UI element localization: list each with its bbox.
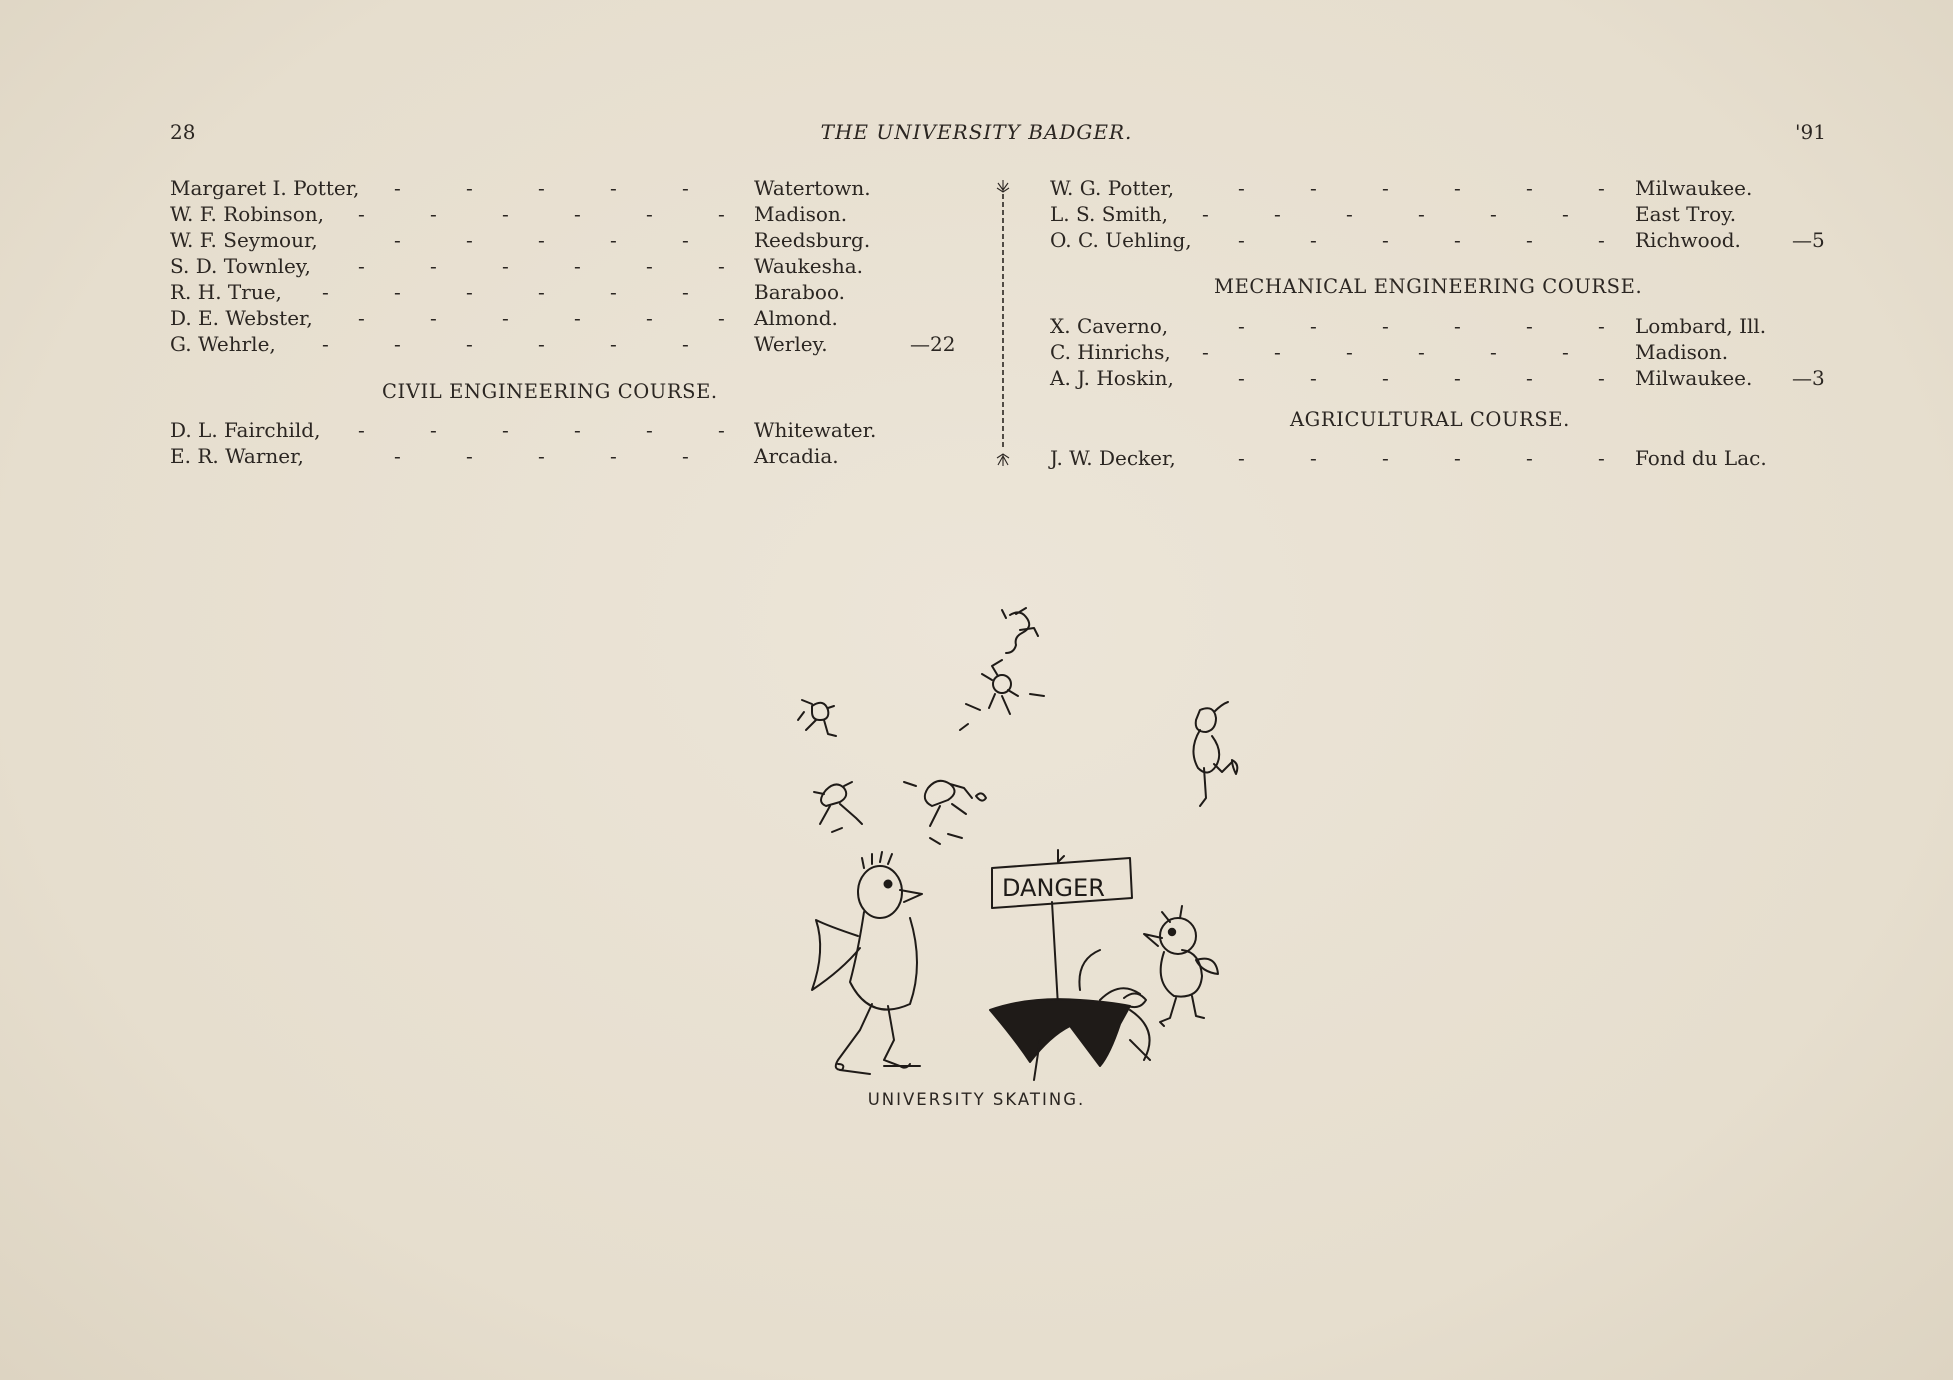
danger-sign-text: DANGER [1002,874,1105,902]
book-page: 28 THE UNIVERSITY BADGER. '91 Margaret I. Potter, - - - - - Watertown. W. F. Robinson, - - - - - - Madison. W. F. Seymour, - - - - - Reedsburg. S. D. Townley, - - - - - - Waukesha. R. H. True, - - - - - - Baraboo. D. E. Webster, - - - - - - Almond. G. Wehrle, - - - - - - Werley. —22 CIVIL ENGINEERING COURSE. D. L. Fairchild, - - - - - - Whitewater. E. R. Warner, - - - - - Arcadia. W. G. Potter, - - - - - - Milwaukee. L. S. Smith, - - - - - - East Troy. O. C. Uehling, - - - - - - Richwood. —5 MECHANICAL ENGINEERING COURSE. X. Caverno, - - - - - - Lombard, Ill. C. Hinrichs, - - - - - - Madison. A. J. Hoskin, - - - - - - Milwaukee. —3 AGRICULTURAL COURSE. J. W. Decker, - - - - - - Fond du Lac. DANGER UNIVERSITY SKATING. [0,0,1953,1380]
student-name: G. Wehrle, [170,332,276,356]
section-heading-mechanical: MECHANICAL ENGINEERING COURSE. [1214,275,1643,298]
row-total: —5 [1792,228,1825,252]
skating-birds-illustration [740,600,1260,1090]
hometown: Madison. [1635,340,1729,364]
hometown: East Troy. [1635,202,1737,226]
hometown: Watertown. [754,176,871,200]
class-year: '91 [1795,120,1826,144]
student-name: W. F. Robinson, [170,202,324,226]
student-name: L. S. Smith, [1050,202,1169,226]
hometown: Almond. [754,306,838,330]
hometown: Whitewater. [754,418,877,442]
running-title: THE UNIVERSITY BADGER. [820,120,1133,144]
hometown: Baraboo. [754,280,845,304]
student-name: W. G. Potter, [1050,176,1175,200]
row-total: —22 [910,332,956,356]
hometown: Reedsburg. [754,228,871,252]
student-name: W. F. Seymour, [170,228,318,252]
hometown: Lombard, Ill. [1635,314,1767,338]
student-name: A. J. Hoskin, [1050,366,1174,390]
student-name: E. R. Warner, [170,444,304,468]
hometown: Arcadia. [754,444,839,468]
illustration-caption: UNIVERSITY SKATING. [867,1090,1086,1109]
student-name: J. W. Decker, [1050,446,1176,470]
section-heading-agricultural: AGRICULTURAL COURSE. [1290,408,1570,431]
student-name: D. E. Webster, [170,306,313,330]
hometown: Werley. [754,332,828,356]
student-name: X. Caverno, [1050,314,1169,338]
hometown: Fond du Lac. [1635,446,1767,470]
hometown: Waukesha. [754,254,864,278]
column-divider-ornament [996,178,1010,468]
section-heading-civil: CIVIL ENGINEERING COURSE. [382,380,718,403]
student-name: C. Hinrichs, [1050,340,1171,364]
hometown: Richwood. [1635,228,1741,252]
student-name: R. H. True, [170,280,282,304]
student-name: Margaret I. Potter, [170,176,360,200]
page-number: 28 [170,120,196,144]
student-name: D. L. Fairchild, [170,418,321,442]
hometown: Madison. [754,202,848,226]
hometown: Milwaukee. [1635,366,1753,390]
student-name: S. D. Townley, [170,254,311,278]
student-name: O. C. Uehling, [1050,228,1192,252]
hometown: Milwaukee. [1635,176,1753,200]
row-total: —3 [1792,366,1825,390]
